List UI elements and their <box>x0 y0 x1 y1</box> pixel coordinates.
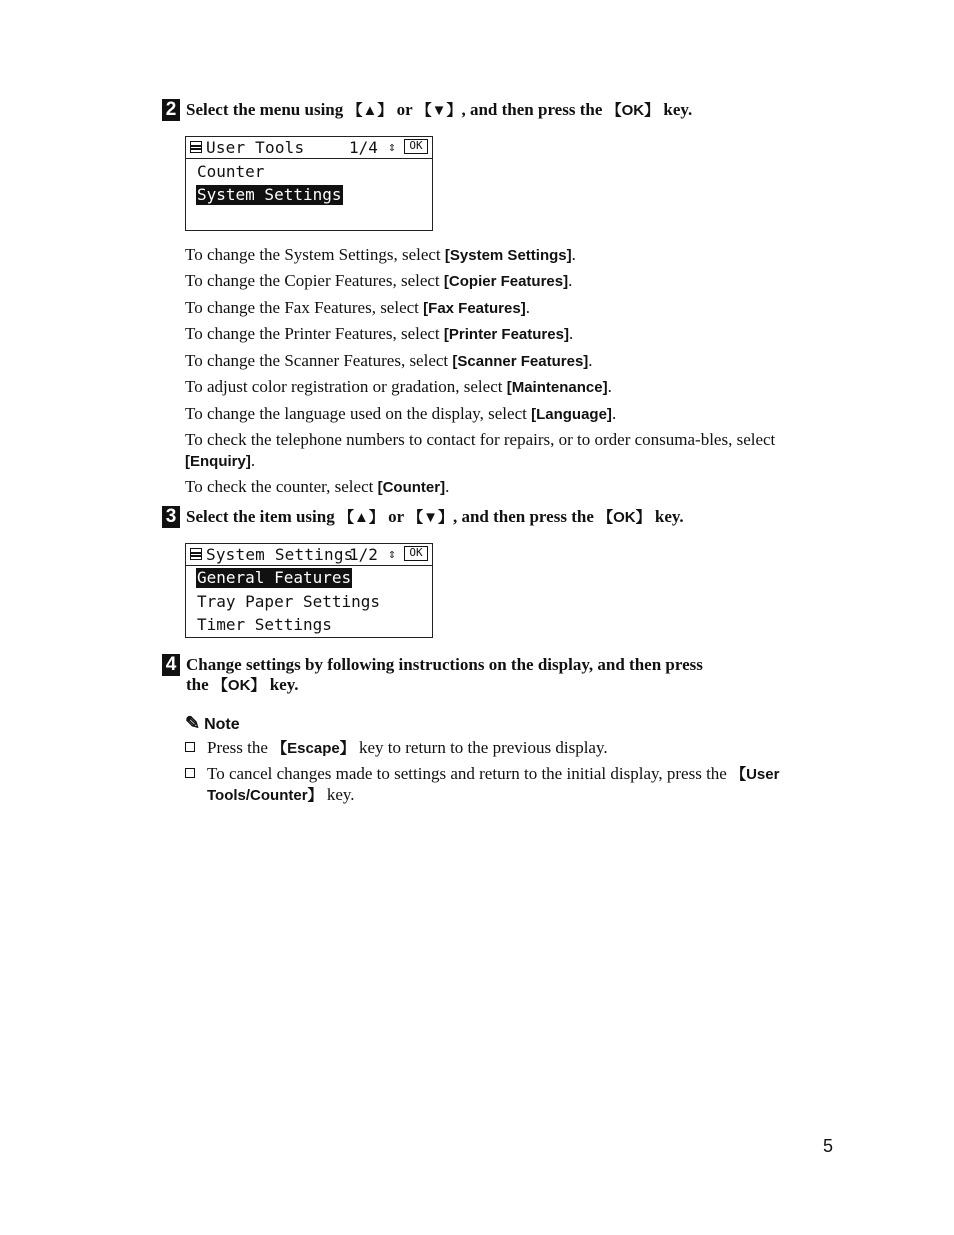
checkbox-bullet-icon <box>185 768 195 778</box>
ok-icon: OK <box>404 546 428 561</box>
escape-key: 【Escape】 <box>272 740 355 757</box>
step-instruction: Change settings by following instructions on the display, and then press the 【OK】 key. <box>186 655 703 694</box>
pencil-icon: ✎ <box>185 713 201 733</box>
lcd-header <box>186 544 432 566</box>
lcd-title: System Settings <box>206 545 354 564</box>
ok-key: 【OK】 <box>606 102 660 119</box>
note-heading: ✎ Note <box>185 713 240 733</box>
up-down-arrows-icon: ⇕ <box>388 140 396 155</box>
up-key: 【▲】 <box>338 509 384 526</box>
lcd-row-tray-paper-settings: Tray Paper Settings <box>197 592 381 611</box>
menu-line: To change the Copier Features, select [Copier Features]. <box>185 271 573 290</box>
menu-line: To check the counter, select [Counter]. <box>185 477 450 496</box>
ok-key: 【OK】 <box>598 509 651 526</box>
menu-line: To adjust color registration or gradation, select [Maintenance]. <box>185 377 612 396</box>
lcd-page: 1/2 <box>349 545 378 564</box>
down-key: 【▼】 <box>408 509 453 526</box>
step-number: 3 <box>162 506 180 528</box>
lcd-row-system-settings: System Settings <box>197 185 342 204</box>
menu-icon <box>190 141 202 153</box>
menu-line: To change the language used on the display, select [Language]. <box>185 404 617 423</box>
up-down-arrows-icon: ⇕ <box>388 547 396 562</box>
lcd-row-counter: Counter <box>197 162 265 181</box>
lcd-user-tools <box>185 136 433 231</box>
step-number: 4 <box>162 654 180 676</box>
step-number: 2 <box>162 99 180 121</box>
ok-key: 【OK】 <box>212 677 266 694</box>
menu-line: To check the telephone numbers to contact for repairs, or to order consuma-bles, select [Enquiry]. <box>185 430 776 470</box>
step-instruction: Select the item using 【▲】 or 【▼】, and then press the 【OK】 key. <box>186 507 684 526</box>
lcd-row-general-features: General Features <box>197 568 352 587</box>
step-instruction: Select the menu using 【▲】 or 【▼】, and then press the 【OK】 key. <box>186 100 693 119</box>
menu-line: To change the Fax Features, select [Fax Features]. <box>185 298 530 317</box>
menu-line: To change the Printer Features, select [Printer Features]. <box>185 324 574 343</box>
down-key: 【▼】 <box>416 102 462 119</box>
menu-icon <box>190 548 202 560</box>
lcd-row-timer-settings: Timer Settings <box>197 615 332 634</box>
page-number: 5 <box>823 1136 834 1156</box>
lcd-page: 1/4 <box>349 138 378 157</box>
ok-icon: OK <box>404 139 428 154</box>
user-tools-counter-key: 【User Tools/Counter】 <box>207 766 780 804</box>
menu-line: To change the Scanner Features, select [Scanner Features]. <box>185 351 593 370</box>
checkbox-bullet-icon <box>185 742 195 752</box>
up-key: 【▲】 <box>347 102 393 119</box>
menu-line: To change the System Settings, select [System Settings]. <box>185 245 576 264</box>
lcd-system-settings <box>185 543 433 638</box>
lcd-header <box>186 137 432 159</box>
lcd-title: User Tools <box>206 138 305 157</box>
